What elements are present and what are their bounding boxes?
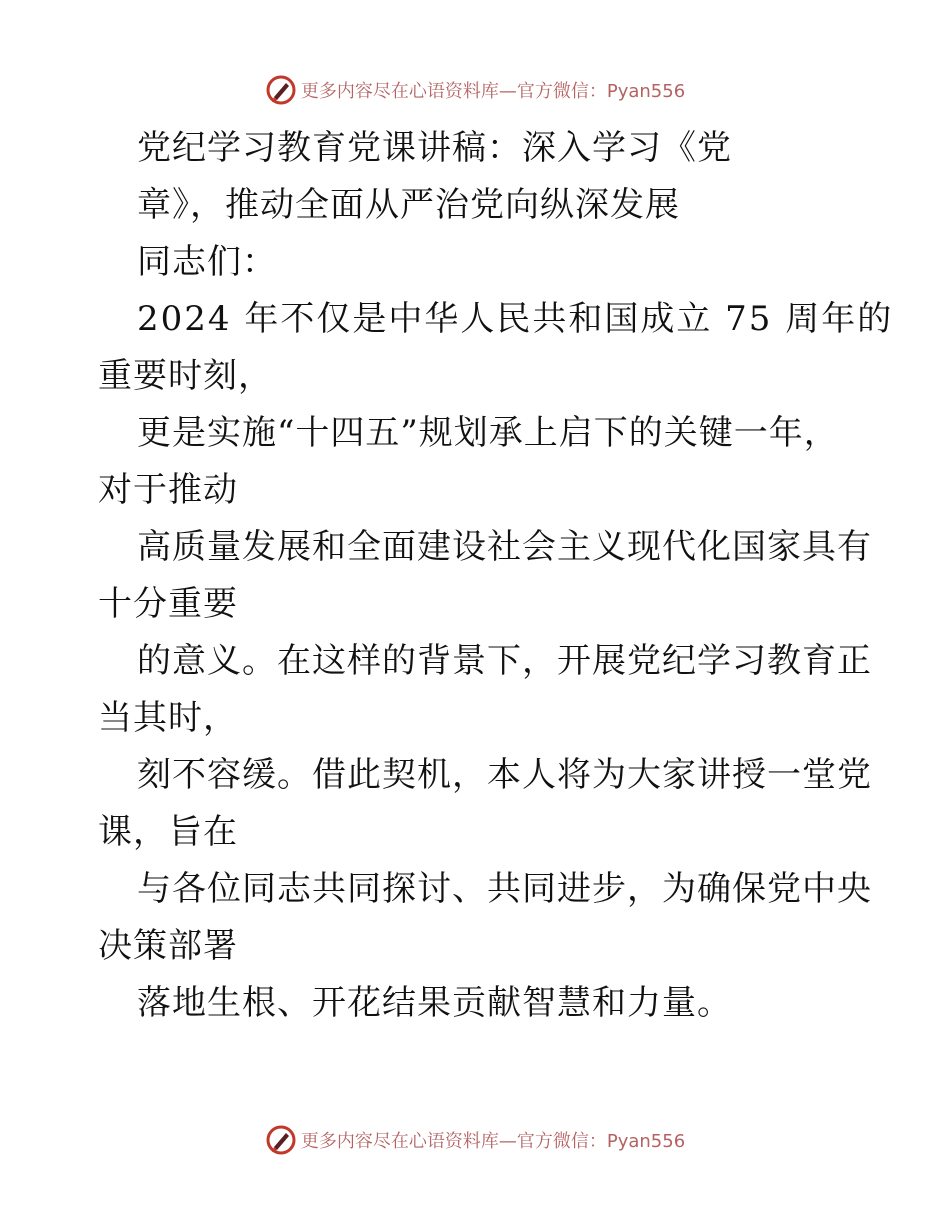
pen-logo-icon	[265, 74, 297, 106]
paragraph-line: 对于推动	[98, 470, 238, 510]
header-watermark-banner	[0, 70, 950, 110]
paragraph-line: 更是实施“十四五”规划承上启下的关键一年，	[137, 413, 839, 453]
footer-watermark-banner	[0, 1120, 950, 1160]
paragraph-line: 十分重要	[98, 584, 238, 624]
paragraph-line: 的意义。在这样的背景下，开展党纪学习教育正	[137, 641, 872, 681]
header-watermark-text: 更多内容尽在心语资料库—官方微信：Pyan556	[300, 81, 686, 102]
pen-logo-icon	[265, 1124, 297, 1156]
paragraph-line: 重要时刻，	[98, 356, 273, 396]
title-line-2: 章》，推动全面从严治党向纵深发展	[137, 185, 680, 225]
paragraph-line: 落地生根、开花结果贡献智慧和力量。	[137, 983, 732, 1023]
salutation: 同志们：	[137, 242, 277, 282]
paragraph-line: 课，旨在	[98, 812, 238, 852]
paragraph-line: 2024 年不仅是中华人民共和国成立 75 周年的	[137, 299, 894, 339]
paragraph-line: 高质量发展和全面建设社会主义现代化国家具有	[137, 527, 872, 567]
paragraph-line: 决策部署	[98, 926, 238, 966]
paragraph-line: 当其时，	[98, 698, 238, 738]
footer-watermark-text: 更多内容尽在心语资料库—官方微信：Pyan556	[300, 1131, 686, 1152]
paragraph-line: 与各位同志共同探讨、共同进步，为确保党中央	[137, 869, 872, 909]
title-line-1: 党纪学习教育党课讲稿：深入学习《党	[137, 128, 732, 168]
paragraph-line: 刻不容缓。借此契机，本人将为大家讲授一堂党	[137, 755, 872, 795]
